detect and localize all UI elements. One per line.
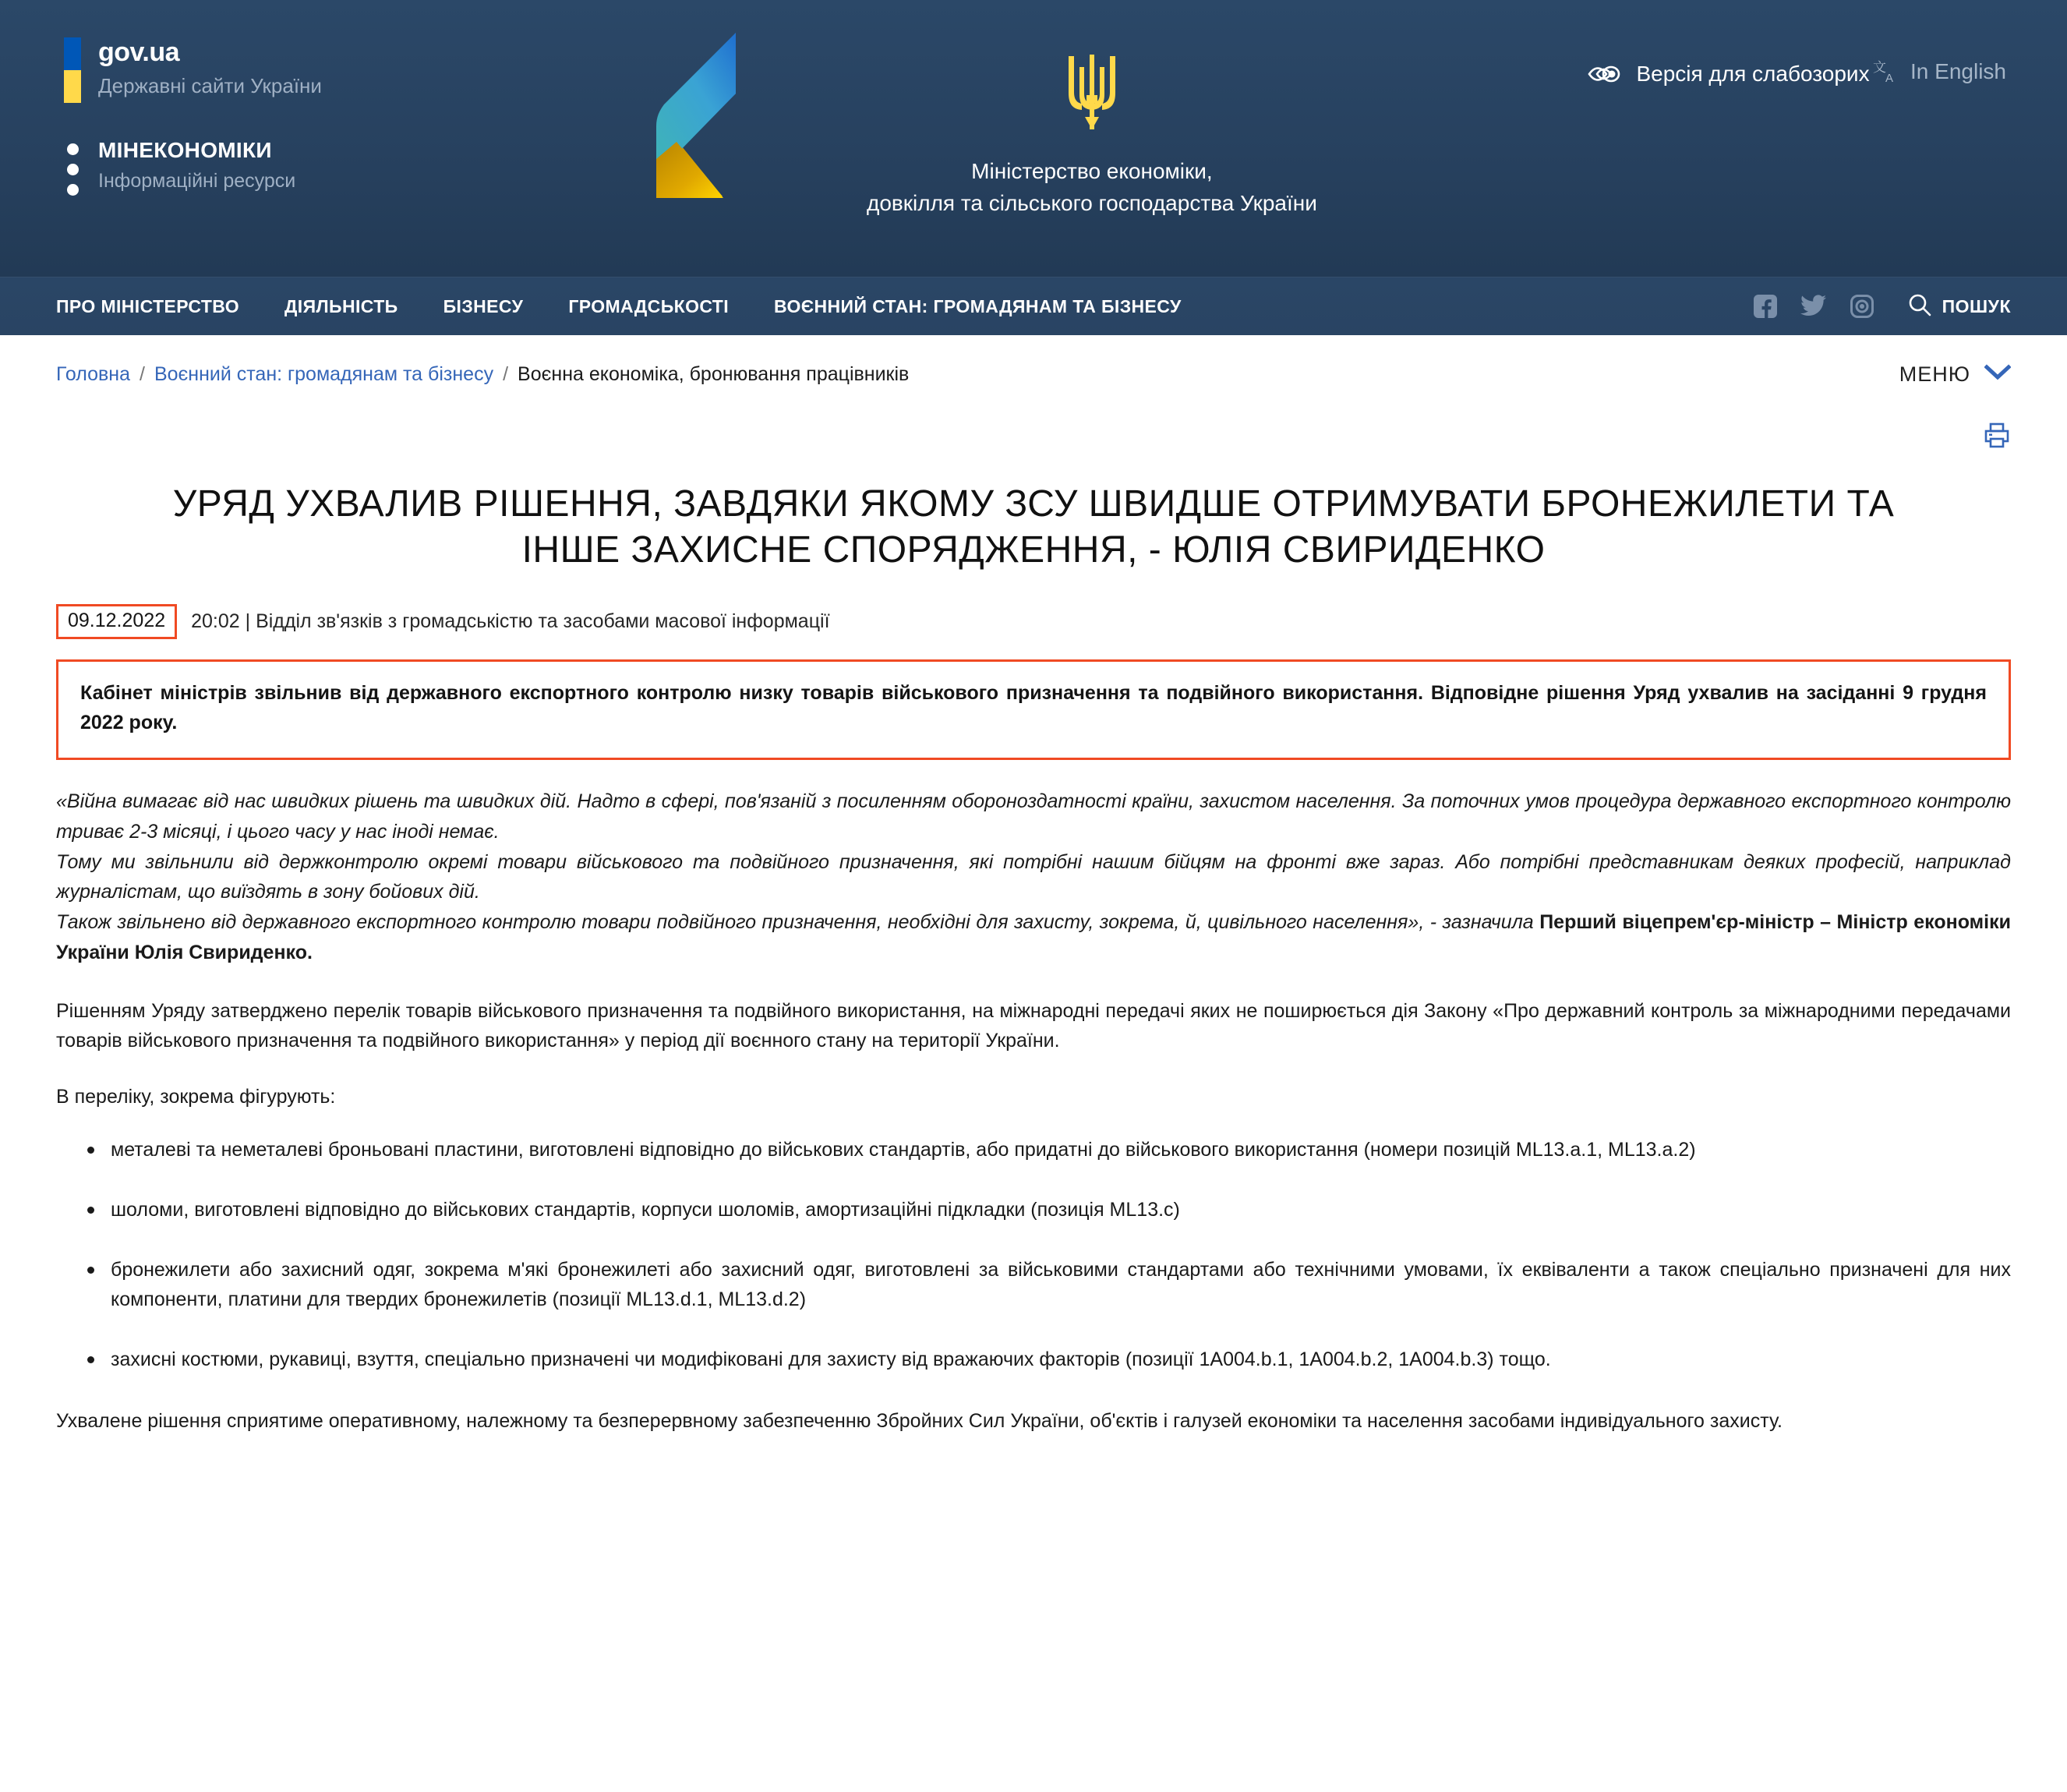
quote-paragraph-3-text: Також звільнено від державного експортного контролю товари подвійного призначення, необхідні для захисту, зокрема, й, цивільного населення», - зазначила (56, 911, 1540, 934)
breadcrumb-item-martial-law[interactable]: Воєнний стан: громадянам та бізнесу (154, 362, 494, 385)
quote-paragraph-2: Тому ми звільнили від держконтролю окремі товари військового та подвійного призначення, які потрібні нашим бійцям на фронті вже зараз. Або потрібні представникам деяких професій, наприклад журналістам, що виїздять в зону бойових дій. (56, 850, 2011, 903)
breadcrumb-item-current: Воєнна економіка, бронювання працівників (518, 362, 910, 385)
language-switch-label: In English (1910, 59, 2006, 83)
accessibility-version-label: Версія для слабозорих (1636, 62, 1870, 86)
header-utilities (1588, 33, 2006, 88)
article-main (0, 413, 2067, 1483)
article-body-paragraph-1: Рішенням Уряду затверджено перелік товарів військового призначення та подвійного використання, на міжнародні передачі яких не поширюється дія Закону «Про державний контроль за міжнародними передачами товарів військового призначення та подвійного використання» у період дії воєнного стану на території України. (56, 999, 2011, 1052)
breadcrumb-bar (0, 335, 2067, 413)
ministry-name-line-1: Міністерство економіки, (971, 159, 1213, 183)
search-icon (1908, 293, 1931, 320)
breadcrumb-separator-2: / (503, 362, 509, 385)
ukraine-flag-bar-icon (64, 37, 81, 103)
language-switch-button[interactable] (1873, 59, 2006, 84)
ministry-short-title: МІНЕКОНОМІКИ (98, 138, 272, 162)
menu-toggle-button[interactable] (1899, 362, 2011, 387)
instagram-icon[interactable] (1850, 295, 1874, 318)
site-header (0, 0, 2067, 277)
nav-item-public[interactable]: ГРОМАДСЬКОСТІ (568, 295, 730, 316)
translate-icon (1873, 59, 1899, 84)
print-row (56, 413, 2011, 469)
chevron-down-icon (1984, 364, 2011, 385)
accessibility-version-button[interactable] (1588, 62, 1869, 87)
search-label: ПОШУК (1942, 295, 2011, 316)
article-quote (56, 786, 2011, 968)
article-meta (56, 604, 2011, 639)
page-title: УРЯД УХВАЛИВ РІШЕННЯ, ЗАВДЯКИ ЯКОМУ ЗСУ ШВИДШЕ ОТРИМУВАТИ БРОНЕЖИЛЕТИ ТА ІНШЕ ЗАХИСНЕ СПОРЯДЖЕННЯ, - ЮЛІЯ СВИРИДЕНКО (172, 483, 1895, 571)
ministry-ribbon-logo-icon (648, 33, 789, 212)
breadcrumb-item-home[interactable]: Головна (56, 362, 130, 385)
menu-toggle-label: МЕНЮ (1899, 362, 1970, 386)
nav-item-martial-law[interactable]: ВОЄННИЙ СТАН: ГРОМАДЯНАМ ТА БІЗНЕСУ (774, 295, 1182, 316)
nav-item-business[interactable]: БІЗНЕСУ (443, 295, 524, 316)
article-meta-rest: 20:02 | Відділ зв'язків з громадськістю та засобами масової інформації (191, 610, 830, 633)
twitter-icon[interactable] (1800, 295, 1827, 318)
ministry-short-subtitle: Інформаційні ресурси (98, 170, 296, 193)
list-item: бронежилети або захисний одяг, зокрема м'які бронежилеті або захисний одяг, виготовлені за військовими стандартами або технічними умовами, їх еквіваленти а також спеціально призначені для них компоненти, платини для твердих бронежилетів (позиції ML13.d.1, ML13.d.2) (87, 1255, 2011, 1316)
breadcrumb-separator-1: / (139, 362, 145, 385)
gov-portal-subtitle: Державні сайти України (98, 73, 322, 97)
nav-right-tools (1754, 293, 2011, 320)
eye-icon (1588, 64, 1622, 84)
print-icon[interactable] (1983, 421, 2011, 449)
list-item: металеві та неметалеві броньовані пластини, виготовлені відповідно до військових стандартів, або придатні до військового використання (номери позицій ML13.a.1, ML13.a.2) (87, 1135, 2011, 1165)
list-item: захисні костюми, рукавиці, взуття, спеціально призначені чи модифіковані для захисту від вражаючих факторів (позиції 1A004.b.1, 1A004.b.2, 1A004.b.3) тощо. (87, 1345, 2011, 1375)
nav-item-about-ministry[interactable]: ПРО МІНІСТЕРСТВО (56, 295, 240, 316)
breadcrumb (56, 363, 909, 386)
svg-text:文: 文 (1873, 60, 1887, 75)
gov-portal-logo[interactable] (64, 37, 322, 103)
article-date: 09.12.2022 (56, 604, 177, 639)
article-lead-text: Кабінет міністрів звільнив від державного експортного контролю низку товарів військового призначення та подвійного використання. Відповідне рішення Уряд ухвалив на засіданні 9 грудня 2022 року. (80, 682, 1987, 733)
ukraine-trident-emblem-icon (1061, 50, 1123, 136)
main-navigation (0, 277, 2067, 335)
list-item: шоломи, виготовлені відповідно до військових стандартів, корпуси шоломів, амортизаційні підкладки (позиція ML13.c) (87, 1195, 2011, 1225)
article-item-list (56, 1135, 2011, 1375)
nav-links (56, 296, 1182, 317)
quote-paragraph-1: «Війна вимагає від нас швидких рішень та швидких дій. Надто в сфері, пов'язаній з посиленням обороноздатності країни, захистом населення. За поточних умов процедура державного експортного контролю триває 2-3 місяці, і цього часу у нас іноді немає. (56, 790, 2011, 843)
article-closing-paragraph: Ухвалене рішення сприятиме оперативному, належному та безперервному забезпеченню Збройних Сил України, об'єктів і галузей економіки та населення засобами індивідуального захисту. (56, 1409, 1783, 1432)
ministry-short-logo[interactable] (64, 139, 295, 204)
gov-portal-title: gov.ua (98, 37, 180, 67)
svg-text:A: A (1885, 72, 1894, 84)
ministry-branding (648, 33, 1317, 219)
article-lead-box (56, 659, 2011, 760)
three-dots-icon (64, 139, 81, 204)
ministry-name-line-2: довкілля та сільського господарства України (867, 190, 1317, 215)
article-list-intro: В переліку, зокрема фігурують: (56, 1086, 336, 1108)
nav-item-activity[interactable]: ДІЯЛЬНІСТЬ (284, 295, 398, 316)
facebook-icon[interactable] (1754, 295, 1777, 318)
quote-paragraph-3 (56, 907, 2011, 968)
quote-attribution: Перший віцепрем'єр-міністр – Міністр економіки України Юлія Свириденко. (56, 911, 2011, 963)
search-button[interactable] (1908, 293, 2011, 320)
